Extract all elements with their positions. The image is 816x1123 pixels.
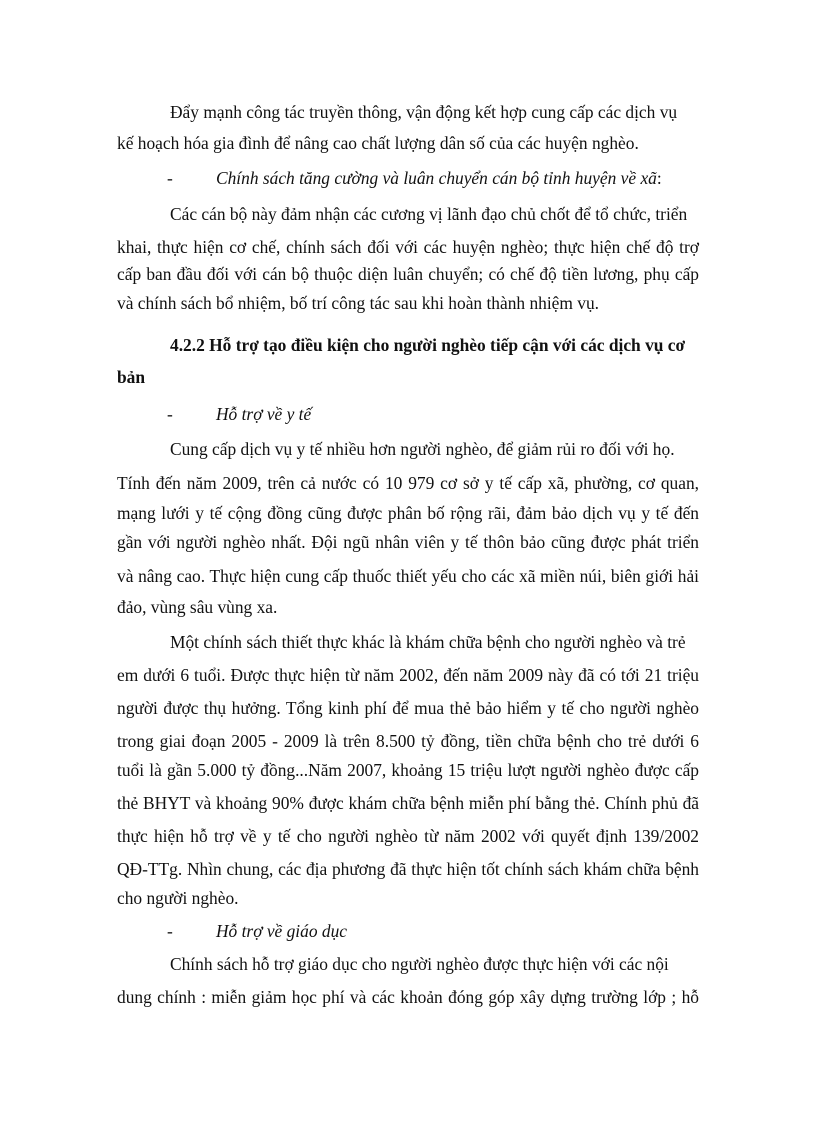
text-line: Các cán bộ này đảm nhận các cương vị lãnh đạo chủ chốt để tổ chức, triển — [170, 204, 688, 224]
text-line: tuổi là gần 5.000 tỷ đồng...Năm 2007, khoảng 15 triệu lượt người nghèo được cấp — [117, 760, 699, 780]
text-line: Đẩy mạnh công tác truyền thông, vận động kết hợp cung cấp các dịch vụ — [170, 102, 678, 122]
bullet-heading: Hỗ trợ về giáo dục — [216, 921, 347, 941]
bullet-heading — [216, 167, 662, 189]
text-line: Tính đến năm 2009, trên cả nước có 10 979 cơ sở y tế cấp xã, phường, cơ quan, — [117, 473, 699, 493]
text-line: thẻ BHYT và khoảng 90% được khám chữa bệnh miễn phí bằng thẻ. Chính phủ đã — [117, 793, 699, 813]
text-line: cấp ban đầu đối với cán bộ thuộc diện luân chuyển; có chế độ tiền lương, phụ cấp — [117, 264, 699, 284]
text-line: trong giai đoạn 2005 - 2009 là trên 8.500 tỷ đồng, tiền chữa bệnh cho trẻ dưới 6 — [117, 731, 699, 751]
bullet-dash: - — [167, 168, 173, 188]
bullet-heading-colon: : — [656, 168, 662, 188]
text-line: mạng lưới y tế cộng đồng cũng được phân bố rộng rãi, đảm bảo dịch vụ y tế đến — [117, 503, 699, 523]
bullet-dash: - — [167, 921, 173, 941]
text-line: người được thụ hưởng. Tổng kinh phí để mua thẻ bảo hiểm y tế cho người nghèo — [117, 698, 699, 718]
text-line: đảo, vùng sâu vùng xa. — [117, 597, 278, 617]
text-line: khai, thực hiện cơ chế, chính sách đối với các huyện nghèo; thực hiện chế độ trợ — [117, 237, 699, 257]
bullet-heading: Hỗ trợ về y tế — [216, 404, 312, 424]
text-line: kế hoạch hóa gia đình để nâng cao chất lượng dân số của các huyện nghèo. — [117, 133, 639, 153]
text-line: Cung cấp dịch vụ y tế nhiều hơn người nghèo, để giảm rủi ro đối với họ. — [170, 439, 675, 459]
text-line: QĐ-TTg. Nhìn chung, các địa phương đã thực hiện tốt chính sách khám chữa bệnh — [117, 859, 699, 879]
text-line: thực hiện hỗ trợ về y tế cho người nghèo từ năm 2002 với quyết định 139/2002 — [117, 826, 699, 846]
text-line: Chính sách hỗ trợ giáo dục cho người nghèo được thực hiện với các nội — [170, 954, 669, 974]
text-line: Một chính sách thiết thực khác là khám chữa bệnh cho người nghèo và trẻ — [170, 632, 686, 652]
text-line: gần với người nghèo nhất. Đội ngũ nhân viên y tế thôn bảo cũng được phát triển — [117, 532, 699, 552]
section-heading: 4.2.2 Hỗ trợ tạo điều kiện cho người nghèo tiếp cận với các dịch vụ cơ — [170, 335, 686, 355]
text-line: cho người nghèo. — [117, 888, 239, 908]
bullet-heading-text: Chính sách tăng cường và luân chuyển cán bộ tỉnh huyện về xã — [216, 168, 657, 188]
text-line: và chính sách bổ nhiệm, bố trí công tác sau khi hoàn thành nhiệm vụ. — [117, 293, 599, 313]
text-line: em dưới 6 tuổi. Được thực hiện từ năm 2002, đến năm 2009 này đã có tới 21 triệu — [117, 665, 699, 685]
text-line: dung chính : miễn giảm học phí và các khoản đóng góp xây dựng trường lớp ; hỗ — [117, 987, 699, 1007]
bullet-dash: - — [167, 404, 173, 424]
text-line: và nâng cao. Thực hiện cung cấp thuốc thiết yếu cho các xã miền núi, biên giới hải — [117, 566, 699, 586]
section-heading-continued: bản — [117, 367, 146, 387]
